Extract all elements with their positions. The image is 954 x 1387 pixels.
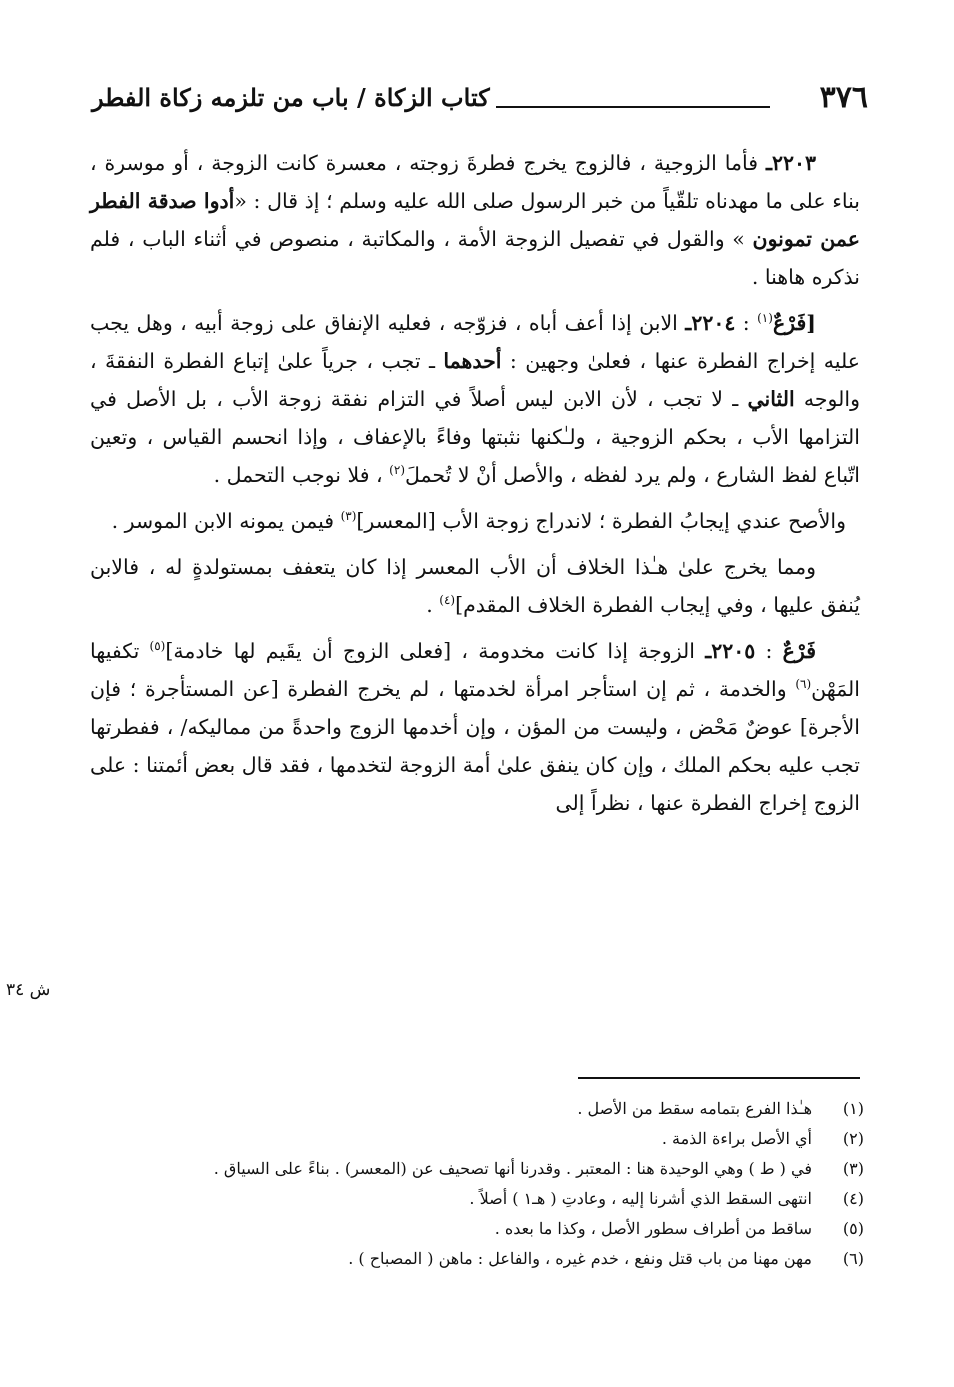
far-label: [فَرْعٌ xyxy=(772,311,816,335)
footnote-item xyxy=(84,1184,864,1214)
hadith-quote: أدوا صدقة الفطر عمن تمونون xyxy=(90,189,860,251)
footnote-text: ساقط من أطراف سطور الأصل ، وكذا ما بعده . xyxy=(494,1219,812,1238)
footnote-text: مهن مهنا من باب قتل ونفع ، خدم غيره ، والفاعل : ماهن ( المصباح ) . xyxy=(348,1249,812,1268)
footnote-ref[interactable]: (٥) xyxy=(149,639,166,654)
footnote-text: أي الأصل براءة الذمة . xyxy=(661,1129,812,1148)
footnote-text: انتهى السقط الذي أشرنا إليه ، وعادتِ ( هـ١ ) أصلاً . xyxy=(469,1189,812,1208)
footnote-number: (١) xyxy=(842,1099,864,1118)
paragraph-text: والخدمة ، ثم إن استأجر امرأة لخدمتها ، لم يخرج الفطرة [عن المستأجرة ؛ فإن الأجرة] عوضٌ مَحْض ، وليست من المؤن ، وإن أخدمها الزوج واحدةً من مماليكه/ ، ففطرتها تجب عليه بحكم الملك ، وإن كان ينفق علىٰ أمة الزوجة لتخدمها ، فقد قال بعض أئمتنا : على الزوج إخراج الفطرة عنها ، نظراً إلى xyxy=(90,677,860,815)
header-rule xyxy=(496,106,770,108)
footnote-number: (٤) xyxy=(842,1189,864,1208)
footnote-ref[interactable]: (١) xyxy=(757,311,773,326)
footnote-item xyxy=(84,1094,864,1124)
far-label: فَرْعٌ xyxy=(782,639,816,663)
paragraph-text: ـ لا تجب ، لأن الابن ليس أصلاً في التزام نفقة زوجة الأب ، بل الأصل في التزامها الأب ، بحكم الزوجية ، ولـٰكنها نثبتها وفاءً بالإعفاف ، وإذا انحسم القياس ، وتعين اتّباع لفظ الشارع ، ولم يرد لفظه ، والأصل أنْ لا تُحملَ xyxy=(90,387,860,487)
paragraph-derivation xyxy=(90,548,860,624)
paragraph-opinion xyxy=(90,502,860,540)
footnote-item xyxy=(84,1244,864,1274)
term-first: أحدهما xyxy=(443,349,502,373)
footnote-item xyxy=(84,1214,864,1244)
footnote-number: (٦) xyxy=(842,1249,864,1268)
footnote-item xyxy=(84,1154,864,1184)
footnote-text: هـٰذا الفرع بتمامه سقط من الأصل . xyxy=(577,1099,812,1118)
footnote-number: (٥) xyxy=(842,1219,864,1238)
manuscript-folio-marker: ش ٣٤ xyxy=(6,980,51,1000)
paragraph-text: فأما الزوجية ، فالزوج يخرج فطرةَ زوجته ، معسرة كانت الزوجة ، أو موسرة ، بناء على ما مهدناه تلقّياً من خبر الرسول صلى الله عليه وسلم ؛ إذ قال : « xyxy=(90,151,860,213)
paragraph-text: » والقول في تفصيل الزوجة الأمة ، والمكاتبة ، منصوص في أثناء الباب ، فلم نذكره هاهنا . xyxy=(90,227,860,289)
footnote-ref[interactable]: (٣) xyxy=(340,509,357,524)
footnote-number: (٢) xyxy=(842,1129,864,1148)
paragraph-text: ، فلا نوجب التحمل . xyxy=(213,463,390,487)
paragraph-text: الزوجة إذا كانت مخدومة ، [فعلى الزوج أن يقَيم لها خادمة] xyxy=(165,639,706,663)
footnote-number: (٣) xyxy=(842,1159,864,1178)
footnote-ref[interactable]: (٤) xyxy=(439,593,456,608)
page-number: ٣٧٦ xyxy=(819,80,868,115)
footnote-ref[interactable]: (٦) xyxy=(795,677,812,692)
footnote-text: في ( ط ) وهي الوحيدة هنا : المعتبر . وقدرنا أنها تصحيف عن (المعسر) . بناءً على السياق . xyxy=(213,1159,812,1178)
paragraph-2205 xyxy=(90,632,860,822)
issue-number: ٢٢٠٥ـ xyxy=(705,639,756,663)
issue-number: ٢٢٠٣ـ xyxy=(765,151,816,175)
paragraph-text: فيمن يمونه الابن الموسر . xyxy=(111,509,341,533)
running-header xyxy=(92,78,868,122)
paragraph-text: . xyxy=(426,593,440,617)
issue-number: ٢٢٠٤ـ xyxy=(685,311,736,335)
paragraph-2203 xyxy=(90,144,860,296)
paragraph-text: تكفيها المَهْن xyxy=(90,639,860,701)
running-title: كتاب الزكاة / باب من تلزمه زكاة الفطر xyxy=(92,83,490,112)
paragraph-2204 xyxy=(90,304,860,494)
footnotes xyxy=(84,1094,864,1274)
main-text xyxy=(90,144,860,830)
colon: : xyxy=(735,311,758,335)
footnote-item xyxy=(84,1124,864,1154)
paragraph-text: ومما يخرج علىٰ هـٰذا الخلاف أن الأب المعسر إذا كان يتعفف بمستولدةٍ له ، فالابن يُنفق عليها ، وفي إيجاب الفطرة الخلاف المقدم] xyxy=(90,555,860,617)
paragraph-text: ـ تجب ، جرياً علىٰ إتباع الفطرة النفقةَ ، والوجه xyxy=(90,349,860,411)
footnote-separator xyxy=(578,1077,860,1079)
term-second: الثاني xyxy=(747,387,795,411)
paragraph-text: الابن إذا أعف أباه ، فزوّجه ، فعليه الإنفاق على زوجة أبيه ، وهل يجب عليه إخراج الفطرة عنها ، فعلىٰ وجهين : xyxy=(90,311,860,373)
colon: : xyxy=(755,639,783,663)
paragraph-text: والأصح عندي إيجابُ الفطرة ؛ لاندراج زوجة الأب [المعسر] xyxy=(356,509,846,533)
footnote-ref[interactable]: (٢) xyxy=(389,463,405,478)
